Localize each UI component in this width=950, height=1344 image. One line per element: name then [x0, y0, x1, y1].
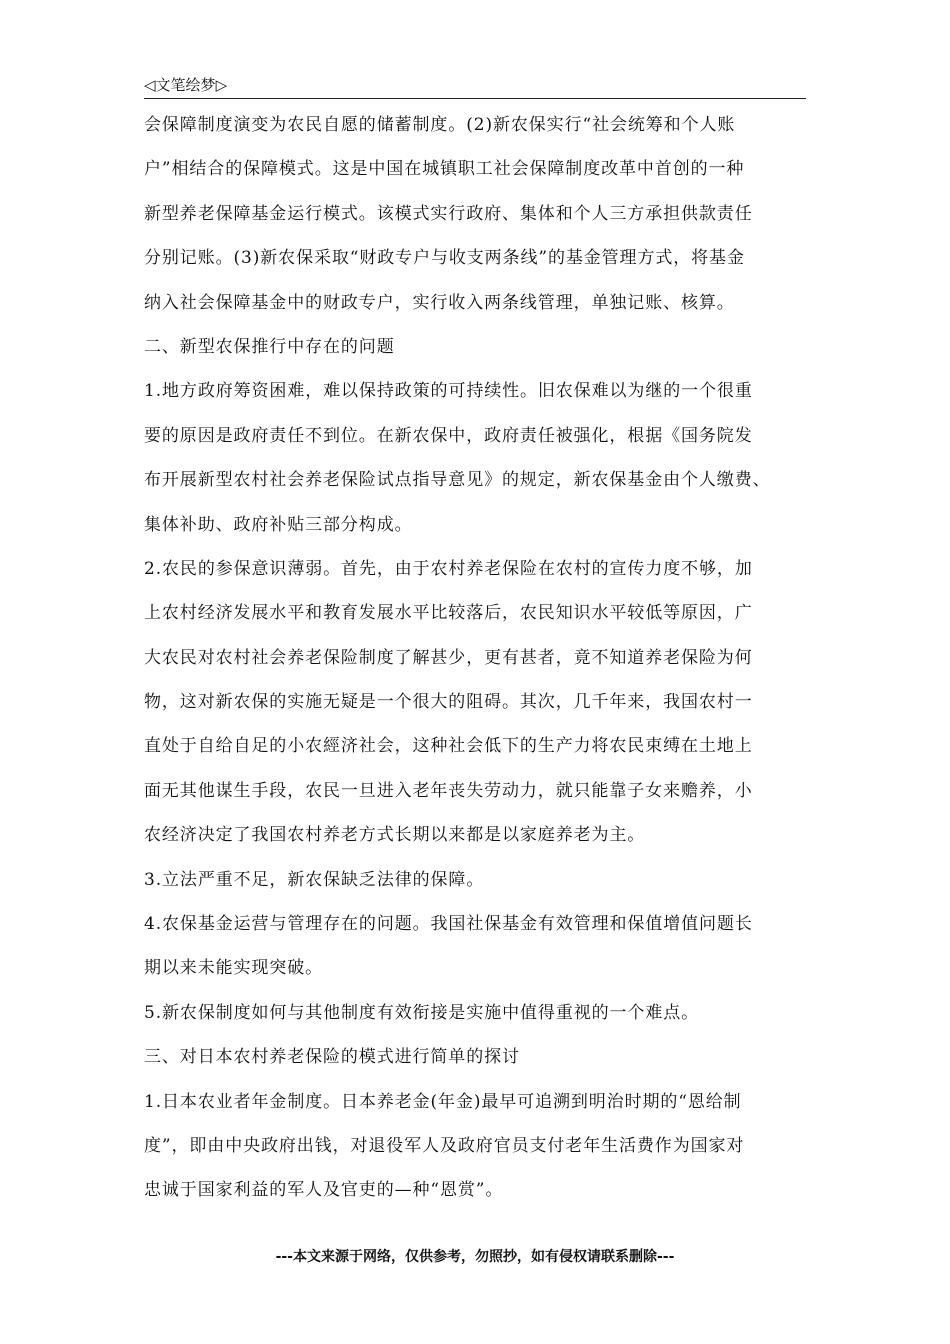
text-line: 4.农保基金运营与管理存在的问题。我国社保基金有效管理和保值增值问题长: [144, 914, 753, 935]
text-line: 会保障制度演变为农民自愿的储蓄制度。(2)新农保实行“社会统筹和个人账: [144, 115, 736, 135]
text-line: 忠诚于国家利益的军人及官吏的—种“恩赏”。: [144, 1180, 504, 1201]
text-line: 新型养老保障基金运行模式。该模式实行政府、集体和个人三方承担供款责任: [144, 203, 753, 224]
text-line: 2.农民的参保意识薄弱。首先，由于农村养老保险在农村的宣传力度不够，加: [144, 558, 753, 579]
header-title: 文笔绘梦: [155, 76, 216, 94]
text-line: 直处于自给自足的小农經济社会，这种社会低下的生产力将农民束缚在土地上: [144, 736, 753, 757]
text-line: 纳入社会保障基金中的财政专户，实行收入两条线管理，单独记账、核算。: [144, 292, 735, 313]
text-line: 期以来未能实现突破。: [144, 958, 323, 979]
text-line: 1.日本农业者年金制度。日本养老金(年金)最早可追溯到明治时期的“恩给制: [144, 1091, 742, 1112]
text-line: 集体补助、政府补贴三部分构成。: [144, 514, 413, 535]
right-triangle-icon: ▷: [215, 76, 228, 94]
page-header: [144, 72, 806, 99]
text-line: 5.新农保制度如何与其他制度有效衔接是实施中值得重视的一个难点。: [144, 1002, 700, 1023]
page-footer-disclaimer: ---本文来源于网络，仅供参考，勿照抄，如有侵权请联系删除---: [275, 1249, 675, 1265]
left-triangle-icon: ◁: [144, 76, 156, 94]
document-body: [144, 110, 824, 1220]
text-line: 面无其他谋生手段，农民一旦进入老年丧失劳动力，就只能靠子女来赡养，小: [144, 780, 753, 801]
text-line: 1.地方政府筹资困难，难以保持政策的可持续性。旧农保难以为继的一个很重: [144, 381, 753, 402]
text-line: 度”，即由中央政府出钱，对退役军人及政府官员支付老年生活费作为国家对: [144, 1135, 745, 1156]
text-line: 布开展新型农村社会养老保险试点指导意见》的规定，新农保基金由个人缴费、: [144, 470, 771, 491]
section-heading: 二、新型农保推行中存在的问题: [144, 336, 395, 357]
header-title-row: [144, 74, 227, 95]
text-line: 农经济决定了我国农村养老方式长期以来都是以家庭养老为主。: [144, 825, 646, 846]
text-line: 物，这对新农保的实施无疑是一个很大的阻碍。其次，几千年来，我国农村一: [144, 692, 753, 713]
text-line: 分别记账。(3)新农保采取“财政专户与收支两条线”的基金管理方式，将基金: [144, 248, 745, 269]
section-heading: 三、对日本农村养老保险的模式进行简单的探讨: [144, 1047, 520, 1068]
text-line: 上农村经济发展水平和教育发展水平比较落后，农民知识水平较低等原因，广: [144, 603, 753, 624]
text-line: 户”相结合的保障模式。这是中国在城镇职工社会保障制度改革中首创的一种: [144, 159, 745, 180]
text-line: 3.立法严重不足，新农保缺乏法律的保障。: [144, 869, 485, 890]
text-line: 大农民对农村社会养老保险制度了解甚少，更有甚者，竟不知道养老保险为何: [144, 647, 753, 668]
text-line: 要的原因是政府责任不到位。在新农保中，政府责任被强化，根据《国务院发: [144, 425, 753, 446]
